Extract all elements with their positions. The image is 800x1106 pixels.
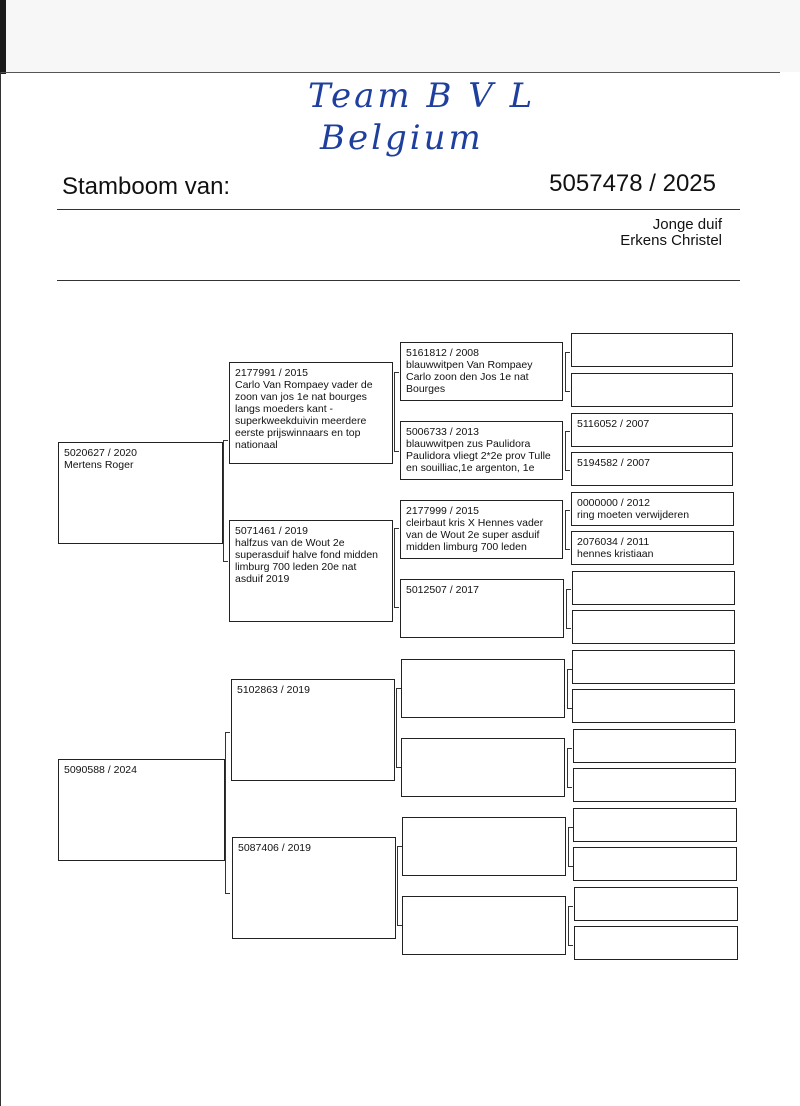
pedigree-box-father (58, 442, 223, 544)
pedigree-box-gen4-12 (573, 768, 736, 802)
pedigree-box-gen4-4 (571, 452, 733, 486)
bracket-connector (565, 431, 570, 471)
pedigree-box-mother-father (231, 679, 395, 781)
pedigree-box-fff (400, 342, 563, 401)
ring-number: 5020627 / 2020 (64, 447, 137, 459)
pigeon-type: Jonge duif (652, 216, 722, 233)
pedigree-box-gen4-8 (572, 610, 735, 644)
pedigree-box-gen4-13 (573, 808, 737, 842)
bracket-connector (565, 352, 570, 392)
pigeon-description: halfzus van de Wout 2e superasduif halve fond midden limburg 700 leden 20e nat asduif 2019 (235, 537, 379, 585)
pigeon-description: ring moeten verwijderen (577, 509, 690, 521)
divider (57, 280, 740, 281)
bracket-connector (394, 372, 399, 452)
pigeon-description: cleirbaut kris X Hennes vader van de Wout 2e super asduif midden limburg 700 leden (406, 517, 544, 553)
pedigree-box-gen4-16 (574, 926, 738, 960)
pedigree-box-mfm (401, 738, 565, 797)
pedigree-box-gen4-15 (574, 887, 738, 921)
pedigree-box-gen4-6 (571, 531, 734, 565)
pedigree-box-father-father (229, 362, 393, 464)
pigeon-description: Mertens Roger (64, 459, 134, 471)
pedigree-box-gen4-2 (571, 373, 733, 407)
ring-number: 5090588 / 2024 (64, 764, 137, 776)
ring-number: 2177999 / 2015 (406, 505, 479, 517)
bracket-connector (565, 510, 570, 550)
bracket-connector (566, 589, 571, 629)
pedigree-box-fmm (400, 579, 564, 638)
bracket-connector (394, 528, 399, 608)
pedigree-box-mmf (402, 817, 566, 876)
pigeon-description: blauwwitpen zus Paulidora Paulidora vliegt 2*2e prov Tulle en souilliac,1e argenton, 1e (406, 438, 551, 474)
ring-number: 5194582 / 2007 (577, 457, 650, 469)
pedigree-box-gen4-10 (572, 689, 735, 723)
pedigree-box-gen4-14 (573, 847, 737, 881)
pedigree-box-gen4-7 (572, 571, 735, 605)
ring-number: 5087406 / 2019 (238, 842, 311, 854)
pedigree-box-gen4-5 (571, 492, 734, 526)
pedigree-box-mother-mother (232, 837, 396, 939)
divider (57, 209, 740, 210)
pedigree-box-father-mother (229, 520, 393, 622)
pedigree-box-ffm (400, 421, 563, 480)
ring-number: 5161812 / 2008 (406, 347, 479, 359)
pigeon-ring-number: 5057478 / 2025 (549, 170, 716, 197)
pedigree-box-mother (58, 759, 225, 861)
page-left-edge (0, 72, 1, 1106)
handwritten-team-name: Team B V L (308, 76, 536, 116)
ring-number: 5116052 / 2007 (577, 418, 650, 430)
pedigree-box-gen4-1 (571, 333, 733, 367)
pigeon-description: Carlo Van Rompaey vader de zoon van jos 1e nat bourges langs moeders kant - superkweekduivin meerdere eerste prijswinnaars en top nationaal (235, 379, 373, 451)
ring-number: 5071461 / 2019 (235, 525, 308, 537)
ring-number: 2076034 / 2011 (577, 536, 650, 548)
pedigree-box-mmm (402, 896, 566, 955)
ring-number: 2177991 / 2015 (235, 367, 308, 379)
ring-number: 5102863 / 2019 (237, 684, 310, 696)
ring-number: 0000000 / 2012 (577, 497, 650, 509)
handwritten-country: Belgium (320, 118, 484, 158)
bracket-connector (568, 906, 573, 946)
pigeon-description: blauwwitpen Van Rompaey Carlo zoon den Jos 1e nat Bourges (406, 359, 533, 395)
page-title: Stamboom van: (62, 173, 231, 200)
bracket-connector (225, 732, 230, 894)
bracket-connector (223, 440, 228, 562)
pedigree-box-fmf (400, 500, 563, 559)
pigeon-owner: Erkens Christel (620, 232, 722, 249)
pedigree-box-mff (401, 659, 565, 718)
pedigree-box-gen4-9 (572, 650, 735, 684)
bracket-connector (567, 748, 572, 788)
scan-left-edge (0, 0, 6, 74)
pigeon-description: hennes kristiaan (577, 548, 654, 560)
ring-number: 5012507 / 2017 (406, 584, 479, 596)
pedigree-box-gen4-11 (573, 729, 736, 763)
ring-number: 5006733 / 2013 (406, 426, 479, 438)
pedigree-box-gen4-3 (571, 413, 733, 447)
scan-top-strip (0, 0, 800, 72)
page-top-edge (0, 72, 780, 73)
